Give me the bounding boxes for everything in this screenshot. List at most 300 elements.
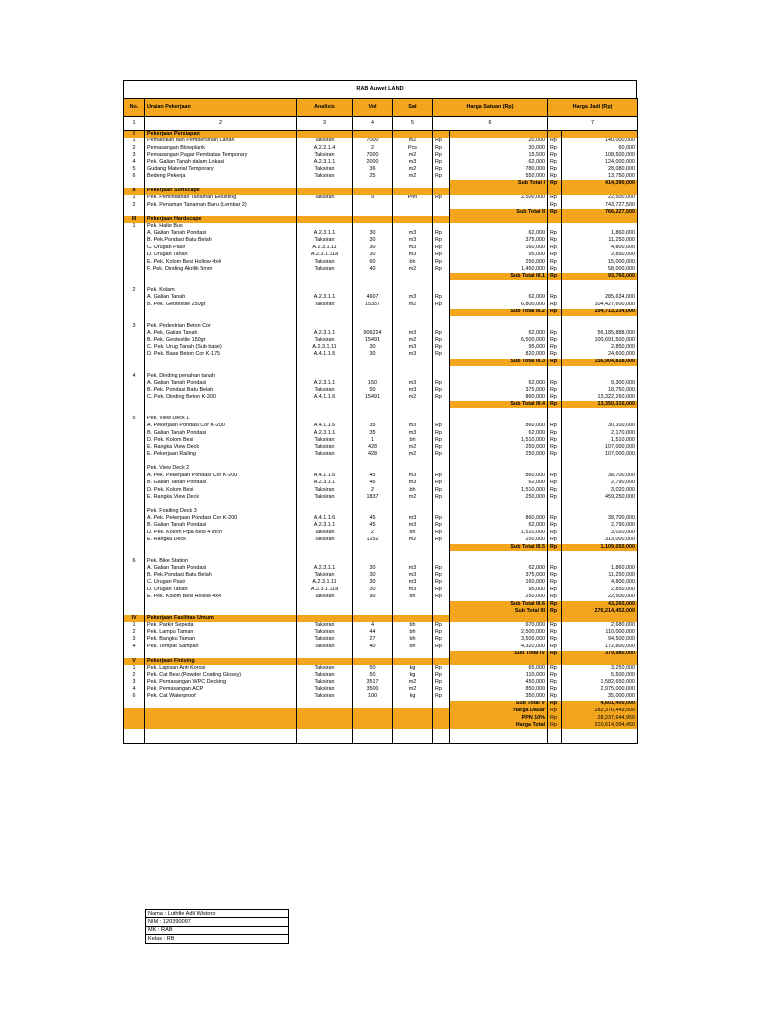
row-no bbox=[124, 451, 145, 458]
row-vol bbox=[353, 551, 393, 558]
row-no bbox=[124, 394, 145, 401]
index-cell: 4 bbox=[353, 117, 393, 131]
row-rp-satuan bbox=[433, 708, 450, 715]
row-harga-jadi: 5,500,000 bbox=[562, 672, 638, 679]
row-vol: 45 bbox=[353, 480, 393, 487]
row-sat: bh bbox=[393, 629, 433, 636]
row-rp-jadi: Rp bbox=[548, 587, 562, 594]
row-uraian: B. Galian Tanah Pondasi bbox=[145, 430, 297, 437]
row-rp-jadi: Rp bbox=[548, 679, 562, 686]
row-vol bbox=[353, 180, 393, 187]
row-analisis: Taksiran bbox=[297, 166, 353, 173]
row-vol bbox=[353, 608, 393, 615]
row-rp-satuan: Rp bbox=[433, 152, 450, 159]
index-cell: 3 bbox=[297, 117, 353, 131]
row-rp-jadi: Rp bbox=[548, 387, 562, 394]
row-vol: 40 bbox=[353, 266, 393, 273]
row-vol: 45 bbox=[353, 522, 393, 529]
row-uraian bbox=[145, 544, 297, 551]
row-sat bbox=[393, 316, 433, 323]
row-analisis: Taksiran bbox=[297, 387, 353, 394]
row-no bbox=[124, 337, 145, 344]
row-harga-jadi bbox=[562, 223, 638, 230]
row-no bbox=[124, 601, 145, 608]
row-rp-satuan: Rp bbox=[433, 530, 450, 537]
row-uraian: Pek. Pemindahan Tanaman Eksisting bbox=[145, 195, 297, 202]
row-vol: 4 bbox=[353, 622, 393, 629]
row-rp-jadi bbox=[548, 736, 562, 743]
row-vol bbox=[353, 373, 393, 380]
table-row bbox=[124, 351, 638, 358]
index-row bbox=[124, 117, 638, 131]
row-rp-jadi bbox=[548, 615, 562, 622]
row-uraian: A. Galian Tanah Pondasi bbox=[145, 380, 297, 387]
row-rp-jadi bbox=[548, 508, 562, 515]
section-row bbox=[124, 131, 638, 138]
row-harga-satuan: 30,000 bbox=[450, 145, 548, 152]
row-harga-satuan: Sub Total V bbox=[450, 701, 548, 708]
row-harga-satuan bbox=[450, 280, 548, 287]
row-harga-jadi: 110,000,000 bbox=[562, 629, 638, 636]
row-vol: 30 bbox=[353, 230, 393, 237]
row-rp-jadi: Rp bbox=[548, 672, 562, 679]
row-uraian bbox=[145, 280, 297, 287]
row-rp-satuan: Rp bbox=[433, 351, 450, 358]
row-rp-satuan: Rp bbox=[433, 565, 450, 572]
row-rp-jadi: Rp bbox=[548, 565, 562, 572]
row-vol: 906224 bbox=[353, 330, 393, 337]
row-harga-satuan bbox=[450, 287, 548, 294]
row-uraian: Pekerjaan Softscape bbox=[145, 188, 297, 195]
row-harga-jadi bbox=[562, 501, 638, 508]
row-sat: m3 bbox=[393, 572, 433, 579]
row-harga-satuan bbox=[450, 465, 548, 472]
row-harga-satuan: 375,000 bbox=[450, 387, 548, 394]
header-harga-satuan: Harga Satuan (Rp) bbox=[433, 99, 548, 117]
row-harga-satuan: 62,000 bbox=[450, 294, 548, 301]
row-harga-satuan bbox=[450, 729, 548, 736]
row-rp-satuan bbox=[433, 658, 450, 665]
row-vol bbox=[353, 601, 393, 608]
row-rp-satuan bbox=[433, 316, 450, 323]
row-rp-satuan: Rp bbox=[433, 686, 450, 693]
table-row bbox=[124, 530, 638, 537]
row-harga-satuan: 250,000 bbox=[450, 537, 548, 544]
row-harga-jadi: 58,000,000 bbox=[562, 266, 638, 273]
row-uraian: Gudang Material Temporary bbox=[145, 166, 297, 173]
row-no: 5 bbox=[124, 166, 145, 173]
row-sat: m2 bbox=[393, 266, 433, 273]
row-analisis bbox=[297, 188, 353, 195]
row-rp-satuan: Rp bbox=[433, 672, 450, 679]
row-sat bbox=[393, 715, 433, 722]
row-rp-satuan bbox=[433, 651, 450, 658]
row-no bbox=[124, 380, 145, 387]
row-analisis: Taksiran bbox=[297, 302, 353, 309]
row-rp-satuan: Rp bbox=[433, 437, 450, 444]
table-row bbox=[124, 480, 638, 487]
row-uraian: C. Pek. Dinding Beton K-200 bbox=[145, 394, 297, 401]
row-no bbox=[124, 316, 145, 323]
row-vol bbox=[353, 701, 393, 708]
row-no bbox=[124, 309, 145, 316]
row-uraian: Pek. Lapisan Anti Korosi bbox=[145, 665, 297, 672]
row-vol bbox=[353, 131, 393, 138]
row-no bbox=[124, 551, 145, 558]
row-rp-satuan: Rp bbox=[433, 380, 450, 387]
row-rp-satuan bbox=[433, 131, 450, 138]
row-sat: m3 bbox=[393, 430, 433, 437]
row-vol bbox=[353, 209, 393, 216]
row-harga-satuan: 62,000 bbox=[450, 480, 548, 487]
row-uraian bbox=[145, 608, 297, 615]
row-harga-satuan: Sub Total III.3 bbox=[450, 359, 548, 366]
row-harga-jadi: 93,760,000 bbox=[562, 273, 638, 280]
row-vol bbox=[353, 658, 393, 665]
table-row bbox=[124, 245, 638, 252]
row-no bbox=[124, 230, 145, 237]
row-sat: m3 bbox=[393, 579, 433, 586]
row-harga-jadi: 107,000,000 bbox=[562, 451, 638, 458]
row-sat: kg bbox=[393, 665, 433, 672]
row-analisis: Taksiran bbox=[297, 152, 353, 159]
row-harga-jadi: 24,600,000 bbox=[562, 351, 638, 358]
row-rp-jadi: Rp bbox=[548, 451, 562, 458]
row-no bbox=[124, 294, 145, 301]
row-harga-satuan: 860,000 bbox=[450, 394, 548, 401]
row-analisis bbox=[297, 202, 353, 209]
row-vol bbox=[353, 736, 393, 743]
row-harga-satuan: Sub Total IV bbox=[450, 651, 548, 658]
row-analisis bbox=[297, 701, 353, 708]
row-rp-jadi bbox=[548, 465, 562, 472]
row-no bbox=[124, 487, 145, 494]
row-uraian: A. Galian Tanah Pondasi bbox=[145, 565, 297, 572]
row-harga-jadi: 1,582,650,000 bbox=[562, 679, 638, 686]
row-no: 6 bbox=[124, 693, 145, 700]
sheet-title: RAB Auwet LAND bbox=[123, 80, 637, 98]
row-uraian: E. Rangka View Deck bbox=[145, 444, 297, 451]
row-rp-jadi bbox=[548, 287, 562, 294]
row-harga-jadi: 124,000,000 bbox=[562, 159, 638, 166]
row-harga-jadi: 2,790,000 bbox=[562, 522, 638, 529]
table-row bbox=[124, 537, 638, 544]
row-harga-jadi: 60,000 bbox=[562, 145, 638, 152]
row-no bbox=[124, 209, 145, 216]
row-uraian: Pek. Parkir Sepeda bbox=[145, 622, 297, 629]
row-harga-satuan: 250,000 bbox=[450, 444, 548, 451]
index-cell: 5 bbox=[393, 117, 433, 131]
row-rp-jadi: Rp bbox=[548, 166, 562, 173]
row-harga-jadi: 100,691,500,000 bbox=[562, 337, 638, 344]
row-harga-satuan: 850,000 bbox=[450, 686, 548, 693]
row-rp-satuan: Rp bbox=[433, 636, 450, 643]
row-sat: Pcs bbox=[393, 145, 433, 152]
row-rp-jadi: Rp bbox=[548, 237, 562, 244]
row-sat: m2 bbox=[393, 451, 433, 458]
row-rp-satuan bbox=[433, 223, 450, 230]
row-vol: 60 bbox=[353, 259, 393, 266]
row-harga-satuan: 550,000 bbox=[450, 173, 548, 180]
row-analisis bbox=[297, 615, 353, 622]
row-uraian: A. Galian Tanah bbox=[145, 294, 297, 301]
row-analisis: A.2.3.1.1 bbox=[297, 330, 353, 337]
row-harga-jadi: 38,700,000 bbox=[562, 515, 638, 522]
table-row bbox=[124, 430, 638, 437]
row-analisis bbox=[297, 558, 353, 565]
row-no bbox=[124, 508, 145, 515]
row-uraian: Pekerjaan Finising bbox=[145, 658, 297, 665]
row-sat bbox=[393, 216, 433, 223]
row-vol: 15357 bbox=[353, 302, 393, 309]
subtotal-row bbox=[124, 180, 638, 187]
row-vol bbox=[353, 323, 393, 330]
row-no: 4 bbox=[124, 644, 145, 651]
row-rp-satuan: Rp bbox=[433, 138, 450, 145]
table-row bbox=[124, 159, 638, 166]
row-sat bbox=[393, 188, 433, 195]
row-vol: 7000 bbox=[353, 152, 393, 159]
row-vol: 2000 bbox=[353, 159, 393, 166]
row-harga-jadi: 282,376,449,500 bbox=[562, 708, 638, 715]
row-no: 4 bbox=[124, 686, 145, 693]
row-uraian: Pek. Cat Waterproof bbox=[145, 693, 297, 700]
row-rp-satuan bbox=[433, 558, 450, 565]
row-uraian: B. Pek.Pondasi Batu Belah bbox=[145, 237, 297, 244]
row-rp-satuan: Rp bbox=[433, 522, 450, 529]
row-rp-satuan: Rp bbox=[433, 572, 450, 579]
row-no bbox=[124, 359, 145, 366]
row-vol: 1 bbox=[353, 437, 393, 444]
subtotal-row bbox=[124, 608, 638, 615]
row-uraian: Pekerjaan Persiapan bbox=[145, 131, 297, 138]
rab-table bbox=[123, 98, 638, 744]
row-sat: m2 bbox=[393, 337, 433, 344]
row-analisis: Taksiran bbox=[297, 237, 353, 244]
row-sat bbox=[393, 722, 433, 729]
row-rp-satuan: Rp bbox=[433, 337, 450, 344]
row-sat: m2 bbox=[393, 537, 433, 544]
row-harga-jadi: 104,713,234,000 bbox=[562, 309, 638, 316]
row-uraian: C. Urugan Pasir bbox=[145, 579, 297, 586]
row-no: 2 bbox=[124, 287, 145, 294]
row-analisis: A.2.3.1.11 bbox=[297, 344, 353, 351]
header-harga-jadi: Harga Jadi (Rp) bbox=[548, 99, 638, 117]
row-rp-satuan bbox=[433, 401, 450, 408]
row-analisis bbox=[297, 508, 353, 515]
row-vol: 50 bbox=[353, 665, 393, 672]
row-rp-jadi: Rp bbox=[548, 444, 562, 451]
row-rp-jadi: Rp bbox=[548, 330, 562, 337]
row-analisis: A.2.3.1.11 bbox=[297, 579, 353, 586]
row-no bbox=[124, 572, 145, 579]
row-harga-jadi: 43,260,000 bbox=[562, 601, 638, 608]
row-rp-satuan: Rp bbox=[433, 423, 450, 430]
row-uraian: A. Galian Tanah Pondasi bbox=[145, 230, 297, 237]
row-analisis: A.2.3.1.11 bbox=[297, 245, 353, 252]
row-rp-satuan: Rp bbox=[433, 252, 450, 259]
row-analisis: Taksiran bbox=[297, 572, 353, 579]
row-sat: m3 bbox=[393, 252, 433, 259]
row-vol bbox=[353, 501, 393, 508]
row-harga-jadi: 11,250,000 bbox=[562, 237, 638, 244]
row-rp-jadi: Rp bbox=[548, 309, 562, 316]
row-sat: m2 bbox=[393, 679, 433, 686]
row-rp-satuan bbox=[433, 615, 450, 622]
row-rp-jadi: Rp bbox=[548, 423, 562, 430]
row-rp-satuan: Rp bbox=[433, 473, 450, 480]
row-harga-satuan bbox=[450, 131, 548, 138]
row-rp-jadi: Rp bbox=[548, 601, 562, 608]
row-vol bbox=[353, 544, 393, 551]
blank-row bbox=[124, 408, 638, 415]
row-rp-jadi: Rp bbox=[548, 273, 562, 280]
row-rp-jadi: Rp bbox=[548, 636, 562, 643]
row-vol bbox=[353, 366, 393, 373]
row-vol: 15491 bbox=[353, 394, 393, 401]
subtotal-row bbox=[124, 359, 638, 366]
student-class: Kelas : RB bbox=[146, 935, 289, 943]
table-row bbox=[124, 629, 638, 636]
row-harga-satuan: Sub Total II bbox=[450, 209, 548, 216]
row-rp-satuan: Rp bbox=[433, 622, 450, 629]
row-analisis: Taksiran bbox=[297, 451, 353, 458]
row-vol: 428 bbox=[353, 451, 393, 458]
row-sat: m3 bbox=[393, 522, 433, 529]
row-vol: 15491 bbox=[353, 337, 393, 344]
row-harga-satuan: 670,000 bbox=[450, 622, 548, 629]
table-row bbox=[124, 508, 638, 515]
row-harga-jadi bbox=[562, 408, 638, 415]
subtotal-row bbox=[124, 651, 638, 658]
row-harga-jadi bbox=[562, 551, 638, 558]
row-vol: 4607 bbox=[353, 294, 393, 301]
row-uraian: Pek. View Deck 1 bbox=[145, 416, 297, 423]
row-harga-satuan bbox=[450, 366, 548, 373]
row-rp-jadi: Rp bbox=[548, 515, 562, 522]
row-rp-satuan: Rp bbox=[433, 665, 450, 672]
row-sat bbox=[393, 736, 433, 743]
row-rp-satuan: Rp bbox=[433, 693, 450, 700]
row-rp-jadi: Rp bbox=[548, 195, 562, 202]
row-harga-jadi: 2,975,000,000 bbox=[562, 686, 638, 693]
row-analisis bbox=[297, 366, 353, 373]
subtotal-row bbox=[124, 273, 638, 280]
row-rp-jadi: Rp bbox=[548, 138, 562, 145]
table-row bbox=[124, 373, 638, 380]
row-harga-jadi: 22,500,000 bbox=[562, 195, 638, 202]
row-analisis: Taksiran bbox=[297, 629, 353, 636]
row-analisis: Taksiran bbox=[297, 138, 353, 145]
row-analisis: A.2.3.1.1 bbox=[297, 430, 353, 437]
row-harga-satuan bbox=[450, 216, 548, 223]
blank-row bbox=[124, 366, 638, 373]
row-harga-jadi: 18,750,000 bbox=[562, 387, 638, 394]
row-uraian: Pek. Foalting Deck 3 bbox=[145, 508, 297, 515]
row-no: 3 bbox=[124, 152, 145, 159]
row-rp-satuan: Rp bbox=[433, 579, 450, 586]
row-rp-jadi: Rp bbox=[548, 686, 562, 693]
row-vol: 428 bbox=[353, 444, 393, 451]
row-harga-jadi: 4,800,000 bbox=[562, 245, 638, 252]
row-rp-jadi: Rp bbox=[548, 608, 562, 615]
row-rp-satuan: Rp bbox=[433, 587, 450, 594]
row-no: 1 bbox=[124, 138, 145, 145]
row-harga-satuan bbox=[450, 658, 548, 665]
table-row bbox=[124, 565, 638, 572]
row-sat: m3 bbox=[393, 515, 433, 522]
row-uraian: B. Galian Tanah Pondasi bbox=[145, 480, 297, 487]
row-sat bbox=[393, 280, 433, 287]
row-rp-satuan: Rp bbox=[433, 302, 450, 309]
row-vol: 3517 bbox=[353, 679, 393, 686]
row-uraian: Bedeng Pekerja bbox=[145, 173, 297, 180]
row-sat bbox=[393, 458, 433, 465]
row-uraian bbox=[145, 736, 297, 743]
row-analisis bbox=[297, 209, 353, 216]
row-harga-jadi: 140,000,000 bbox=[562, 138, 638, 145]
row-sat: m2 bbox=[393, 394, 433, 401]
row-uraian: Pek. Galian Tanah dalam Lokasi bbox=[145, 159, 297, 166]
row-rp-satuan: Rp bbox=[433, 451, 450, 458]
row-analisis bbox=[297, 715, 353, 722]
row-harga-jadi bbox=[562, 458, 638, 465]
row-analisis: A.2.3.1.1 bbox=[297, 480, 353, 487]
row-harga-jadi: 3,250,000 bbox=[562, 665, 638, 672]
row-rp-jadi bbox=[548, 551, 562, 558]
row-sat bbox=[393, 223, 433, 230]
row-analisis bbox=[297, 465, 353, 472]
row-no: III bbox=[124, 216, 145, 223]
row-vol: 3500 bbox=[353, 686, 393, 693]
row-sat bbox=[393, 651, 433, 658]
blank-row bbox=[124, 280, 638, 287]
row-uraian bbox=[145, 708, 297, 715]
row-no bbox=[124, 544, 145, 551]
row-no bbox=[124, 237, 145, 244]
row-harga-jadi bbox=[562, 465, 638, 472]
row-vol: 2 bbox=[353, 530, 393, 537]
row-uraian: Pek. Pemasangan ACP bbox=[145, 686, 297, 693]
student-info-box bbox=[145, 909, 289, 944]
row-sat: m2 bbox=[393, 686, 433, 693]
row-vol: 35 bbox=[353, 430, 393, 437]
row-sat: m3 bbox=[393, 423, 433, 430]
header-vol: Vol bbox=[353, 99, 393, 117]
row-rp-jadi bbox=[548, 458, 562, 465]
row-uraian: E. Rangka Deck bbox=[145, 537, 297, 544]
row-harga-satuan bbox=[450, 408, 548, 415]
row-harga-satuan: Harga Dasar bbox=[450, 708, 548, 715]
index-cell: 6 bbox=[433, 117, 548, 131]
row-vol: 9 bbox=[353, 195, 393, 202]
section-row bbox=[124, 216, 638, 223]
row-sat bbox=[393, 209, 433, 216]
row-uraian: Pek. Pemasangan WPC Decking bbox=[145, 679, 297, 686]
row-no bbox=[124, 408, 145, 415]
row-analisis bbox=[297, 551, 353, 558]
blank-row bbox=[124, 501, 638, 508]
row-harga-jadi: 172,800,000 bbox=[562, 644, 638, 651]
row-uraian: Pek. Dinding penahan tanah bbox=[145, 373, 297, 380]
row-harga-satuan: 62,000 bbox=[450, 330, 548, 337]
row-no bbox=[124, 458, 145, 465]
row-no bbox=[124, 594, 145, 601]
row-sat: m3 bbox=[393, 380, 433, 387]
row-vol bbox=[353, 280, 393, 287]
table-row bbox=[124, 294, 638, 301]
row-no bbox=[124, 465, 145, 472]
